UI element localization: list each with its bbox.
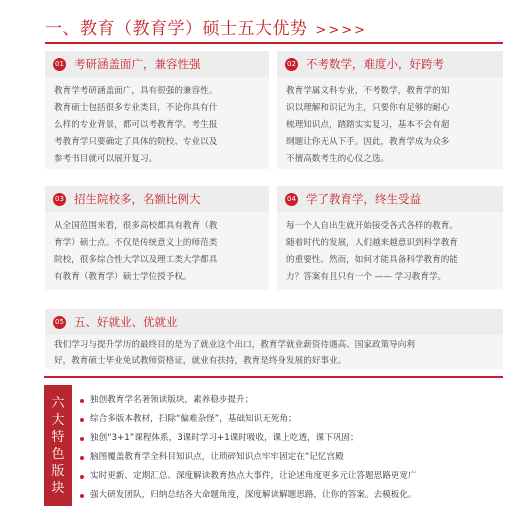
number-badge: 01 <box>53 58 66 71</box>
bullet-icon <box>80 475 84 479</box>
card-line: 每一个人自出生就开始接受各式各样的教育。 <box>286 221 458 231</box>
card-body <box>54 83 263 168</box>
page-title-text: 一、教育（教育学）硕士五大优势 <box>45 19 308 39</box>
label-char: 六 <box>51 395 65 411</box>
card-body <box>286 83 497 168</box>
features-divider <box>44 376 503 378</box>
title-arrows: >>>> <box>315 23 368 38</box>
card-title: 不考数学，难度小，好跨考 <box>306 57 444 71</box>
card-header <box>277 51 503 77</box>
card-body <box>54 337 497 369</box>
feature-item <box>80 429 510 448</box>
label-char: 版 <box>51 463 65 479</box>
card-line: 教育学考研涵盖面广，具有很强的兼容性。 <box>54 86 218 96</box>
feature-item <box>80 486 510 505</box>
advantage-card-4 <box>277 186 503 290</box>
card-header <box>277 186 503 212</box>
feature-item <box>80 448 510 467</box>
advantage-card-1 <box>45 51 269 169</box>
features-list <box>80 391 510 505</box>
card-line: 随着时代的发展，人们越来越意识到科学教育 <box>286 238 458 248</box>
feature-text: 综合多版本教材，扫除“偏难杂怪”，基础知识无死角； <box>90 414 297 424</box>
label-char: 特 <box>51 429 65 445</box>
card-line: 有教育（教育学）硕士学位授予权。 <box>54 272 192 282</box>
title-divider <box>45 42 503 44</box>
label-char: 块 <box>51 480 65 496</box>
bullet-icon <box>80 494 84 498</box>
card-line: 从全国范围来看，很多高校都具有教育（教 <box>54 221 218 231</box>
feature-text: 强大研发团队，归纳总结各大命题角度，深度解读解题思路，让你的答案。去模板化。 <box>90 490 417 500</box>
bullet-icon <box>80 399 84 403</box>
card-header <box>45 186 269 212</box>
card-line: 力？答案有且只有一个 —— 学习教育学。 <box>286 272 447 282</box>
bullet-icon <box>80 418 84 422</box>
card-line: 育学）硕士点。不仅是传统意义上的师范类 <box>54 238 218 248</box>
feature-item <box>80 467 510 486</box>
advantage-card-3 <box>45 186 269 290</box>
bullet-icon <box>80 456 84 460</box>
six-features-label <box>44 385 72 506</box>
card-header <box>45 51 269 77</box>
card-body <box>286 218 497 286</box>
feature-text: 脑图覆盖教育学全科目知识点，让琐碎知识点牢牢固定在“记忆宫殿 <box>90 452 344 462</box>
card-line: 考教育学只要确定了具体的院校、专业以及 <box>54 137 218 147</box>
card-line: 纲题让你无从下手。因此，教育学成为众多 <box>286 137 450 147</box>
page-title <box>45 14 367 39</box>
label-char: 大 <box>51 412 65 428</box>
card-line: 识以理解和识记为主，只要你有足够的耐心 <box>286 103 450 113</box>
advantage-card-2 <box>277 51 503 169</box>
card-title: 学了教育学，终生受益 <box>306 192 421 206</box>
feature-item <box>80 391 510 410</box>
card-line: 教育硕士包括很多专业类目，不论你具有什 <box>54 103 218 113</box>
feature-item <box>80 410 510 429</box>
number-badge: 03 <box>53 193 66 206</box>
label-char: 色 <box>51 446 65 462</box>
number-badge: 02 <box>285 58 298 71</box>
card-title: 考研涵盖面广，兼容性强 <box>74 57 201 71</box>
number-badge: 05 <box>53 316 66 329</box>
number-badge: 04 <box>285 193 298 206</box>
card-line: 教育学属文科专业，不考数学，教育学的知 <box>286 86 450 96</box>
feature-text: 实时更新、定期汇总、深度解读教育热点大事件，让论述角度更多元让答题思路更宽广 <box>90 471 417 481</box>
card-line: 么样的专业背景，都可以考教育学。考生报 <box>54 120 218 130</box>
card-header <box>45 309 503 335</box>
card-line: 的重要性。然而，如何才能具备科学教育的能 <box>286 255 458 265</box>
card-line: 梳理知识点，踏踏实实复习，基本不会有超 <box>286 120 450 130</box>
card-title: 五、好就业、优就业 <box>74 315 178 329</box>
card-line: 我们学习与提升学历的最终目的是为了就业这个出口，教育学就业薪资待遇高、国家政策导向利 <box>54 340 415 350</box>
card-body <box>54 218 263 286</box>
card-line: 不擅高数考生的心仪之选。 <box>286 154 390 164</box>
card-title: 招生院校多，名额比例大 <box>74 192 201 206</box>
advantage-card-5 <box>45 309 503 369</box>
card-line: 参考书目就可以展开复习。 <box>54 154 158 164</box>
bullet-icon <box>80 437 84 441</box>
feature-text: 独创“3+1”课程体系，3课时学习+1课时吸收，课上吃透，课下巩固； <box>90 433 359 443</box>
feature-text: 独创教育学名著领读版块，素养稳步提升； <box>90 395 254 405</box>
card-line: 院校，很多综合性大学以及理工类大学都具 <box>54 255 218 265</box>
card-line: 好，教育硕士毕业免试教师资格证，就业有扶持，教育是终身发展的好事业。 <box>54 356 347 366</box>
